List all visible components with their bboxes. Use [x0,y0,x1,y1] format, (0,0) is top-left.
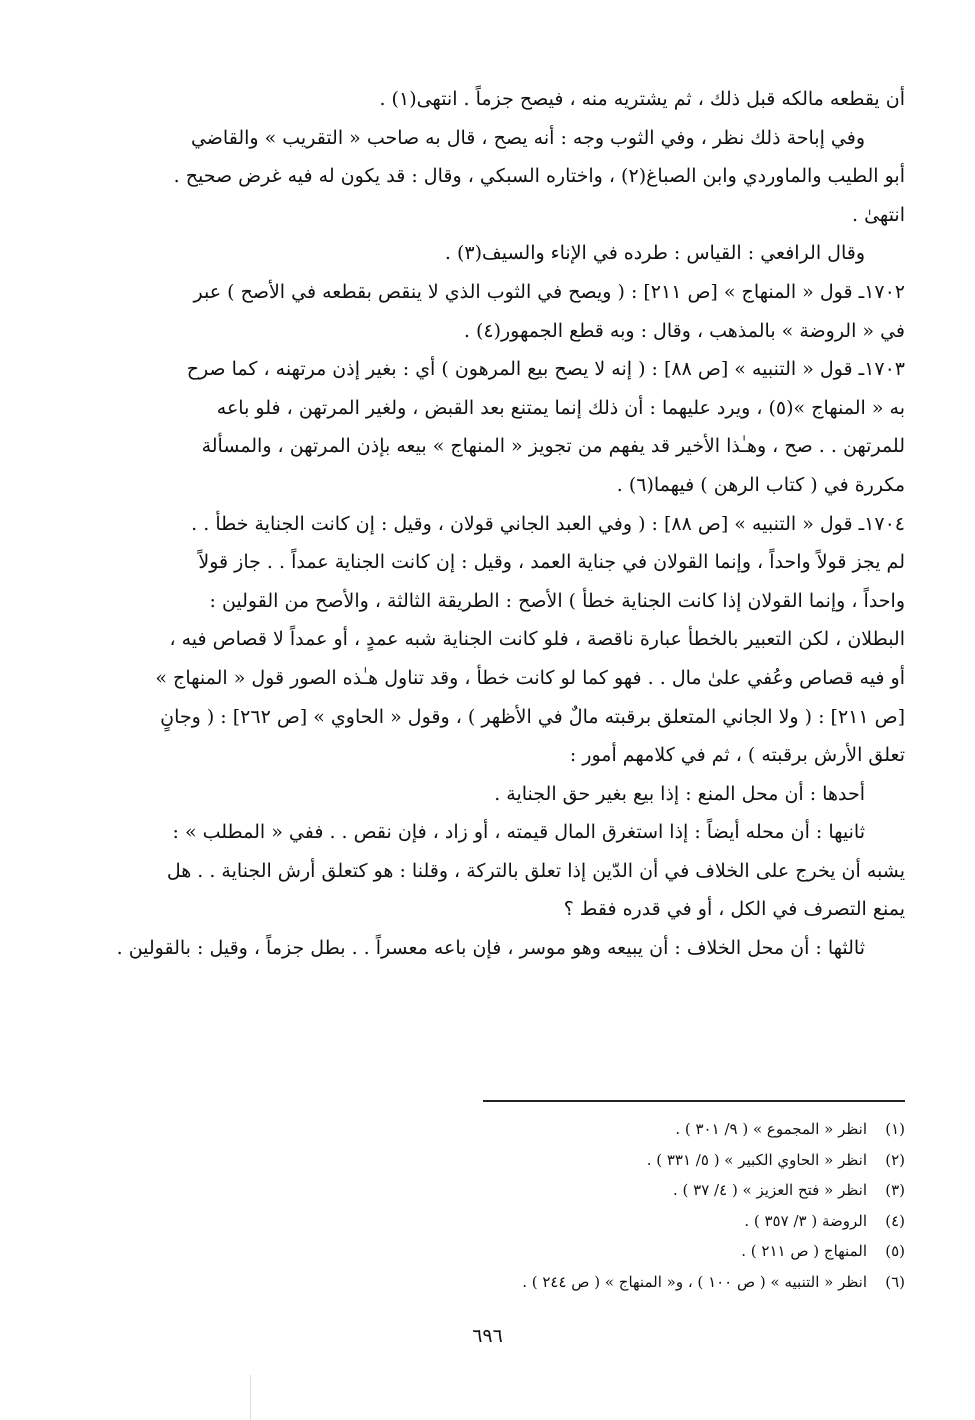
footnotes [380,1114,905,1297]
text-line: وفي إباحة ذلك نظر ، وفي الثوب وجه : أنه يصح ، قال به صاحب « التقريب » والقاضي [190,126,865,149]
text-line: [ص ٢١١] : ( ولا الجاني المتعلق برقبته مالٌ في الأظهر ) ، وقول « الحاوي » [ص ٢٦٢] : ( وجانٍ [160,705,905,728]
main-text [55,80,905,968]
footnote-number: (٥) [885,1242,905,1260]
footnote-text: انظر « فتح العزيز » ( ٤/ ٣٧ ) . [673,1181,867,1199]
page-crease [250,1375,251,1420]
text-line: أو فيه قصاص وعُفي علىٰ مال . . فهو كما لو كانت خطأ ، وقد تناول هـٰذه الصور قول « المنهاج » [155,666,905,689]
footnote-number: (٢) [885,1150,905,1169]
text-line: أحدها : أن محل المنع : إذا بيع بغير حق الجناية . [494,782,865,805]
text-line: يمنع التصرف في الكل ، أو في قدره فقط ؟ [563,898,905,921]
footnote [380,1175,905,1206]
text-line: ثالثها : أن محل الخلاف : أن يبيعه وهو موسر ، فإن باعه معسراً . . بطل جزماً ، وقيل : بالقولين . [116,937,865,960]
text-line: للمرتهن . . صح ، وهـٰذا الأخير قد يفهم من تجويز « المنهاج » بيعه بإذن المرتهن ، والمسألة [201,435,905,458]
footnote-text: الروضة ( ٣/ ٣٥٧ ) . [744,1211,867,1230]
text-line: أن يقطعه مالكه قبل ذلك ، ثم يشتريه منه ، فيصح جزماً . انتهى(١) . [379,88,905,110]
footnote-number: (٤) [885,1211,905,1230]
footnote [380,1236,905,1267]
text-line: وقال الرافعي : القياس : طرده في الإناء والسيف(٣) . [444,242,865,265]
footnote [380,1267,905,1298]
page-number: ٦٩٦ [472,1325,503,1347]
footnote-text: المنهاج ( ص ٢١١ ) . [741,1242,867,1260]
text-line: البطلان ، لكن التعبير بالخطأ عبارة ناقصة ، فلو كانت الجناية شبه عمدٍ ، أو عمداً لا قصاص فيه ، [169,628,905,651]
footnote-text: انظر « الحاوي الكبير » ( ٥/ ٣٣١ ) . [646,1150,867,1169]
footnote-number: (١) [885,1120,905,1138]
text-line: تعلق الأرش برقبته ) ، ثم في كلامهم أمور : [569,744,905,767]
footnote-number: (٦) [885,1272,905,1291]
footnote [380,1114,905,1145]
text-line: لم يجز قولاً واحداً ، وإنما القولان في جناية العمد ، وقيل : إن كانت الجناية عمداً . . جاز قولاً [198,551,905,574]
text-line: به « المنهاج »(٥) ، ويرد عليهما : أن ذلك إنما يمتنع بعد القبض ، ولغير المرتهن ، فلو باعه [216,396,905,419]
text-line: أبو الطيب والماوردي وابن الصباغ(٢) ، واختاره السبكي ، وقال : قد يكون له فيه غرض صحيح . [173,165,905,188]
footnote-text: انظر « المجموع » ( ٩/ ٣٠١ ) . [675,1120,867,1138]
entry-1702: ١٧٠٢ـ قول « المنهاج » [ص ٢١١] : ( ويصح في الثوب الذي لا ينقص بقطعه في الأصح ) عبر [193,280,905,303]
footnote-separator [483,1100,905,1102]
footnote-number: (٣) [885,1181,905,1199]
text-line: واحداً ، وإنما القولان إذا كانت الجناية خطأ ) الأصح : الطريقة الثالثة ، والأصح من القولين : [209,589,905,612]
text-line: انتهىٰ . [852,203,905,226]
text-line: ثانيها : أن محله أيضاً : إذا استغرق المال قيمته ، أو زاد ، فإن نقص . . ففي « المطلب » : [172,821,865,844]
entry-1703: ١٧٠٣ـ قول « التنبيه » [ص ٨٨] : ( إنه لا يصح بيع المرهون ) أي : بغير إذن مرتهنه ، كما صرح [186,358,905,381]
footnote [380,1145,905,1176]
text-line: يشبه أن يخرج على الخلاف في أن الدّين إذا تعلق بالتركة ، وقلنا : هو كتعلق أرش الجناية . . هل [166,859,905,882]
footnote-text: انظر « التنبيه » ( ص ١٠٠ ) ، و« المنهاج » ( ص ٢٤٤ ) . [522,1272,867,1291]
text-line: مكررة في ( كتاب الرهن ) فيهما(٦) . [616,473,905,496]
footnote [380,1206,905,1237]
text-line: في « الروضة » بالمذهب ، وقال : وبه قطع الجمهور(٤) . [463,319,905,342]
entry-1704: ١٧٠٤ـ قول « التنبيه » [ص ٨٨] : ( وفي العبد الجاني قولان ، وقيل : إن كانت الجناية خطأ . . [191,512,905,535]
